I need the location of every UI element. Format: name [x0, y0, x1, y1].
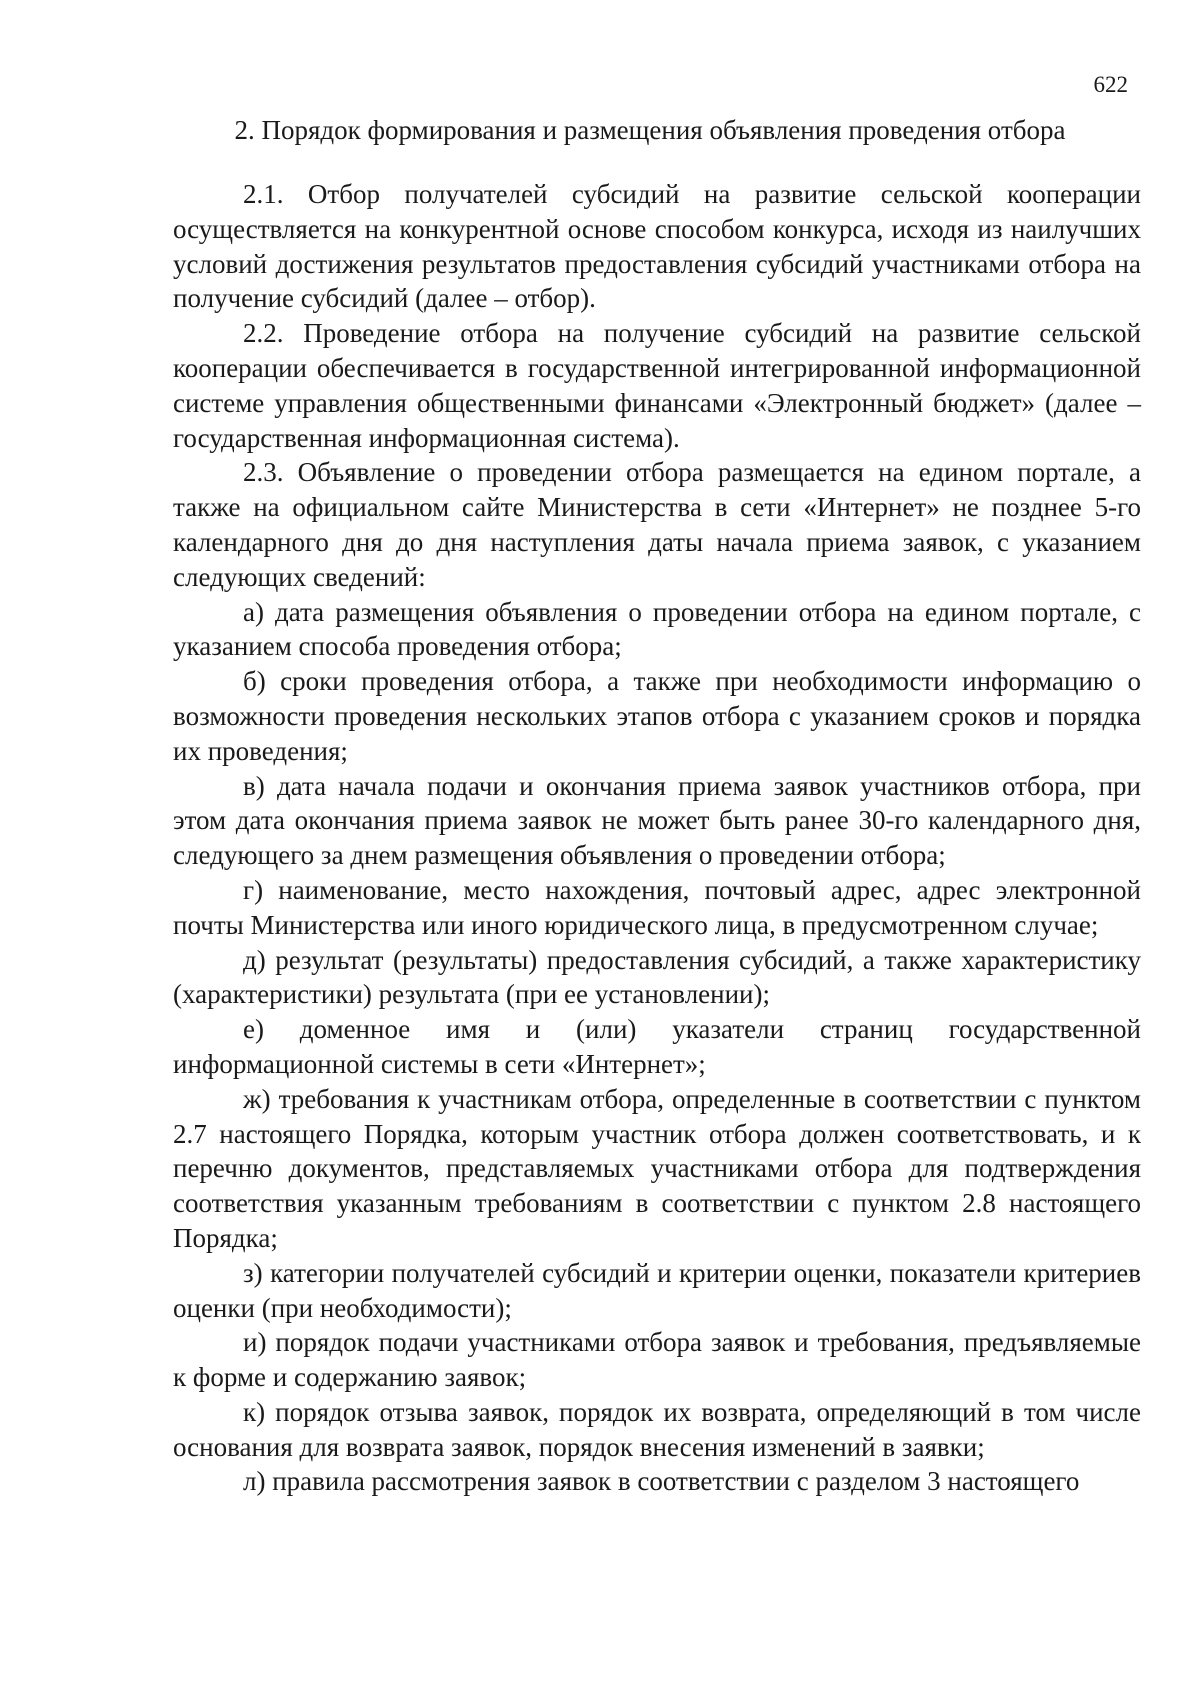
document-body: [173, 177, 1141, 1499]
paragraph-2-2: 2.2. Проведение отбора на получение субсидий на развитие сельской кооперации обеспечивается в государственной интегрированной информационной системе управления общественными финансами «Электронный бюджет» (далее – государственная информационная система).: [173, 318, 1141, 453]
list-item-b: б) сроки проведения отбора, а также при необходимости информацию о возможности проведения нескольких этапов отбора с указанием сроков и порядка их проведения;: [173, 666, 1141, 766]
list-item-d: д) результат (результаты) предоставления субсидий, а также характеристику (характеристики) результата (при ее установлении);: [173, 944, 1141, 1010]
page-number: 622: [1093, 72, 1128, 97]
list-item-a: а) дата размещения объявления о проведении отбора на едином портале, с указанием способа проведения отбора;: [173, 596, 1141, 662]
paragraph-2-1: 2.1. Отбор получателей субсидий на развитие сельской кооперации осуществляется на конкурентной основе способом конкурса, исходя из наилучших условий достижения результатов предоставления субсидий участниками отбора на получение субсидий (далее – отбор).: [173, 179, 1141, 314]
section-heading: 2. Порядок формирования и размещения объявления проведения отбора: [234, 115, 1066, 145]
list-item-l: л) правила рассмотрения заявок в соответствии с разделом 3 настоящего: [243, 1466, 1080, 1497]
list-item-z: з) категории получателей субсидий и критерии оценки, показатели критериев оценки (при необходимости);: [173, 1257, 1141, 1323]
list-item-g: г) наименование, место нахождения, почтовый адрес, адрес электронной почты Министерства или иного юридического лица, в предусмотренном случае;: [173, 874, 1141, 940]
list-item-k: к) порядок отзыва заявок, порядок их возврата, определяющий в том числе основания для возврата заявок, порядок внесения изменений в заявки;: [173, 1396, 1141, 1462]
list-item-zh: ж) требования к участникам отбора, определенные в соответствии с пунктом 2.7 настоящего Порядка, которым участник отбора должен соответствовать, и к перечню документов, представляемых участниками отбора для подтверждения соответствия указанным требованиям в соответствии с пунктом 2.8 настоящего Порядка;: [173, 1083, 1141, 1253]
list-item-i: и) порядок подачи участниками отбора заявок и требования, предъявляемые к форме и содержанию заявок;: [173, 1327, 1141, 1393]
list-item-e: е) доменное имя и (или) указатели страниц государственной информационной системы в сети «Интернет»;: [173, 1014, 1141, 1079]
paragraph-2-3: 2.3. Объявление о проведении отбора размещается на едином портале, а также на официальном сайте Министерства в сети «Интернет» не позднее 5-го календарного дня до дня наступления даты начала приема заявок, с указанием следующих сведений:: [173, 457, 1141, 592]
list-item-v: в) дата начала подачи и окончания приема заявок участников отбора, при этом дата окончания приема заявок не может быть ранее 30-го календарного дня, следующего за днем размещения объявления о проведении отбора;: [173, 770, 1141, 871]
